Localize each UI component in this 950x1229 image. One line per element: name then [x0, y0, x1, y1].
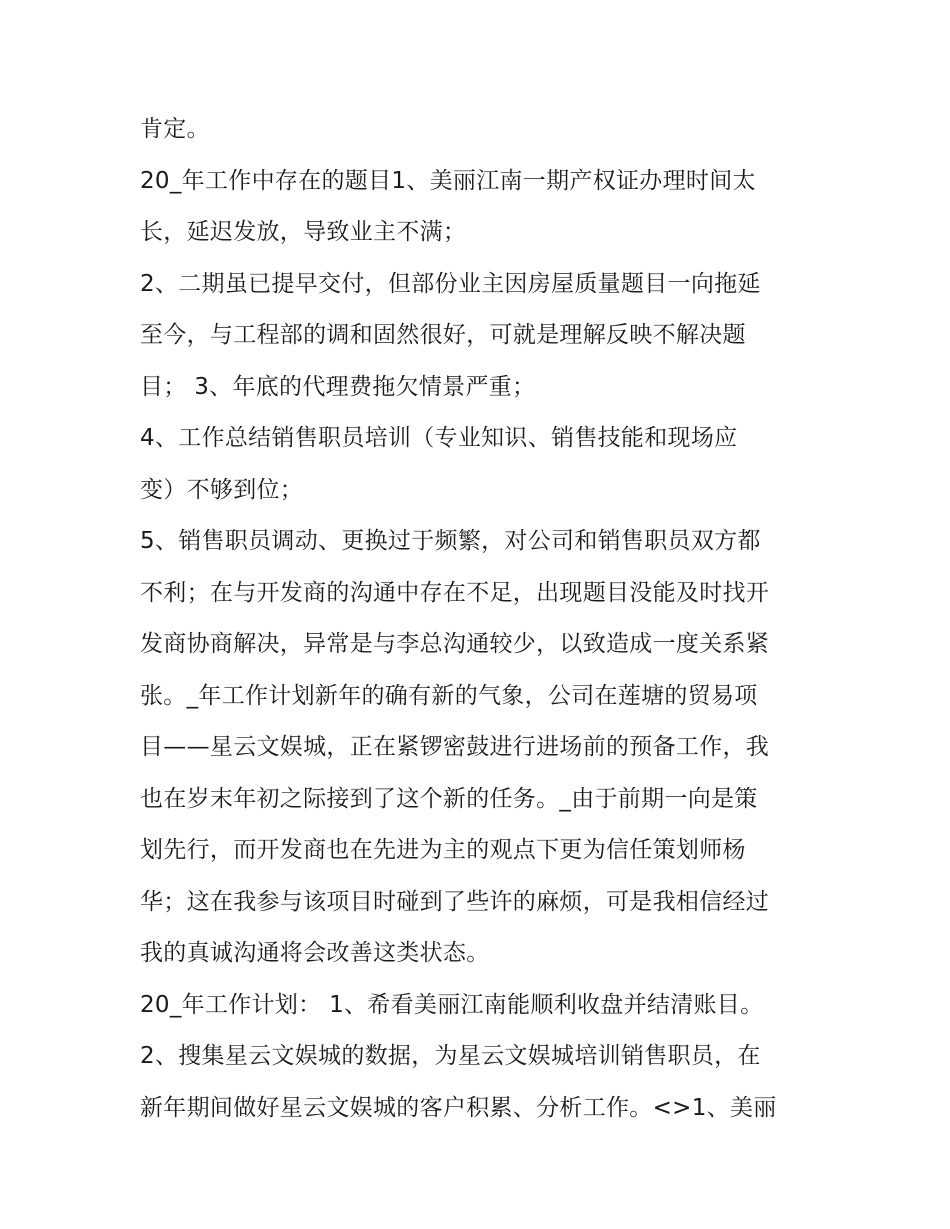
text-line: 肯定。 — [140, 116, 210, 142]
text-line: 发商协商解决，异常是与李总沟通较少，以致造成一度关系紧 — [140, 631, 770, 657]
text-line: 至今，与工程部的调和固然很好，可就是理解反映不解决题 — [140, 322, 746, 348]
text-line: 4、工作总结销售职员培训（专业知识、销售技能和现场应 — [140, 425, 738, 451]
text-line: 划先行，而开发商也在先进为主的观点下更为信任策划师杨 — [140, 837, 746, 863]
text-line: 长，延迟发放，导致业主不满； — [140, 219, 467, 245]
text-line: 华；这在我参与该项目时碰到了些许的麻烦，可是我相信经过 — [140, 888, 770, 915]
text-line: 也在岁末年初之际接到了这个新的任务。_由于前期一向是策 — [140, 785, 758, 812]
text-line: 不利；在与开发商的沟通中存在不足，出现题目没能及时找开 — [140, 579, 770, 606]
text-line: 变）不够到位； — [140, 476, 304, 503]
document-body — [140, 104, 820, 1134]
text-line: 张。_年工作计划新年的确有新的气象，公司在莲塘的贸易项 — [140, 682, 758, 709]
text-line: 我的真诚沟通将会改善这类状态。 — [140, 940, 490, 966]
text-line: 目； 3、年底的代理费拖欠情景严重； — [140, 373, 536, 400]
text-line: 20_年工作中存在的题目1、美丽江南一期产权证办理时间太 — [140, 167, 756, 194]
text-line: 20_年工作计划： 1、希看美丽江南能顺利收盘并结清账目。 — [140, 991, 764, 1018]
text-line: 5、销售职员调动、更换过于频繁，对公司和销售职员双方都 — [140, 528, 761, 554]
text-line: 2、二期虽已提早交付，但部份业主因房屋质量题目一向拖延 — [140, 270, 761, 297]
text-line: 新年期间做好星云文娱城的客户积累、分析工作。<>1、美丽 — [140, 1094, 777, 1121]
text-line: 2、搜集星云文娱城的数据，为星云文娱城培训销售职员，在 — [140, 1043, 761, 1069]
text-line: 目——星云文娱城，正在紧锣密鼓进行进场前的预备工作，我 — [140, 734, 770, 760]
